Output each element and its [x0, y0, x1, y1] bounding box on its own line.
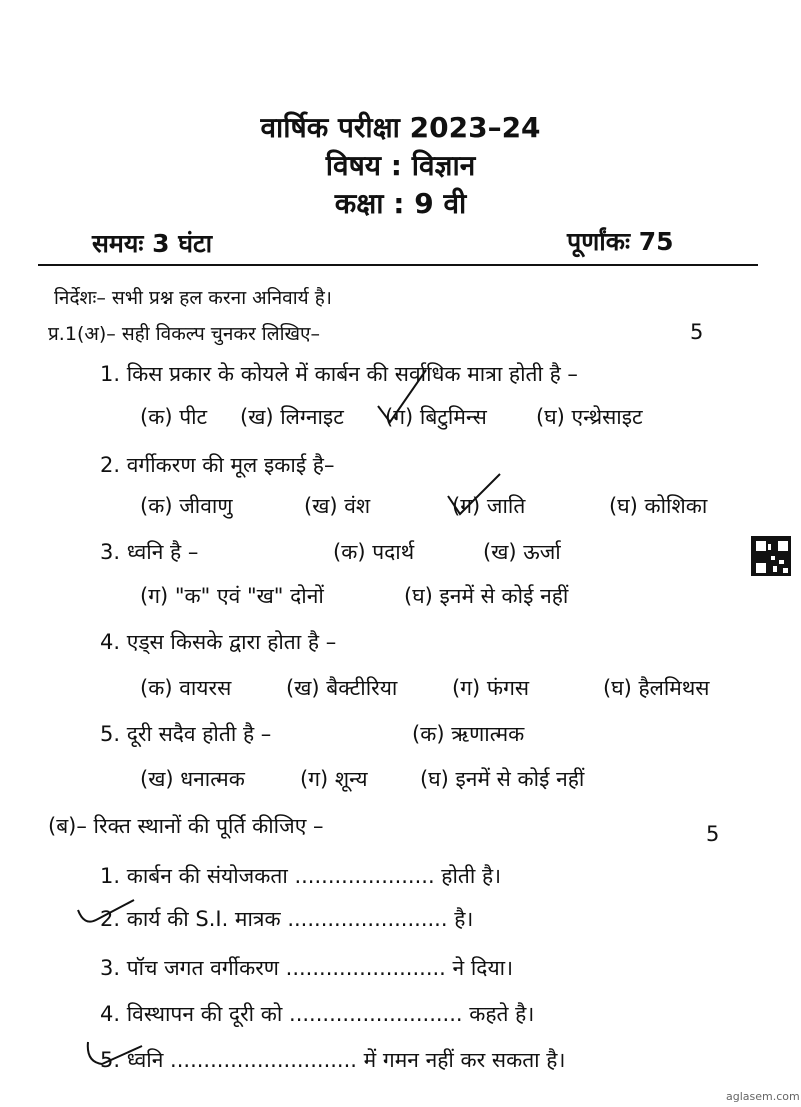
q3-option-gha: (घ) इनमें से कोई नहीं: [404, 584, 569, 608]
q2-answer-tick-mark: [444, 470, 504, 522]
q2-option-ka: (क) जीवाणु: [140, 494, 233, 518]
fill-blank-4: 4. विस्थापन की दूरी को .......................... कहते है।: [100, 1002, 535, 1026]
q1-option-ga: (ग) बिटुमिन्स: [385, 405, 487, 429]
fill-blank-5-pen-mark: [84, 1036, 146, 1070]
q2-option-ga: (ग) जाति: [452, 494, 526, 518]
q5-option-ka: (क) ऋणात्मक: [412, 722, 525, 746]
q4-option-ka: (क) वायरस: [140, 676, 232, 700]
q5-option-gha: (घ) इनमें से कोई नहीं: [420, 767, 585, 791]
q3-option-ga: (ग) "क" एवं "ख" दोनों: [140, 584, 324, 608]
question-3: 3. ध्वनि है –: [100, 540, 199, 564]
q4-option-gha: (घ) हैलमिथस: [603, 676, 710, 700]
q2-option-gha: (घ) कोशिका: [609, 494, 708, 518]
question-5: 5. दूरी सदैव होती है –: [100, 722, 272, 746]
question-1: 1. किस प्रकार के कोयले में कार्बन की सर्वाधिक मात्रा होती है –: [100, 362, 578, 386]
q3-option-kha: (ख) ऊर्जा: [483, 540, 561, 564]
watermark-text: aglasem.com: [726, 1090, 800, 1103]
fill-blank-3: 3. पॉच जगत वर्गीकरण ........................ ने दिया।: [100, 956, 514, 980]
fill-blank-1: 1. कार्बन की संयोजकता ..................... होती है।: [100, 864, 502, 888]
section-b-marks: 5: [706, 822, 720, 846]
time-label: समयः 3 घंटा: [92, 229, 213, 258]
fill-blank-2: 2. कार्य की S.I. मात्रक ........................ है।: [100, 907, 474, 931]
section-b-heading: (ब)– रिक्त स्थानों की पूर्ति कीजिए –: [48, 814, 324, 838]
q1-option-kha: (ख) लिग्नाइट: [240, 405, 344, 429]
class-title: कक्षा : 9 वी: [334, 187, 467, 220]
section-a-marks: 5: [690, 320, 704, 344]
q1-option-ka: (क) पीट: [140, 405, 208, 429]
q5-option-ga: (ग) शून्य: [300, 767, 368, 791]
fill-blank-5: 5. ध्वनि ............................ में गमन नहीं कर सकता है।: [100, 1048, 566, 1072]
qr-code-icon: [751, 536, 791, 576]
q4-option-ga: (ग) फंगस: [452, 676, 530, 700]
exam-title: वार्षिक परीक्षा 2023–24: [260, 111, 541, 144]
instructions-text: निर्देशः– सभी प्रश्न हल करना अनिवार्य है।: [54, 287, 332, 309]
fill-blank-2-pen-mark: [76, 896, 138, 930]
q2-option-kha: (ख) वंश: [304, 494, 371, 518]
max-marks-label: पूर्णांकः 75: [567, 227, 674, 256]
q1-answer-tick-mark: [374, 366, 430, 426]
question-4: 4. एड्स किसके द्वारा होता है –: [100, 630, 337, 654]
header-divider: [38, 264, 758, 266]
section-a-heading: प्र.1(अ)– सही विकल्प चुनकर लिखिए–: [48, 323, 321, 345]
question-2: 2. वर्गीकरण की मूल इकाई है–: [100, 453, 335, 477]
subject-title: विषय : विज्ञान: [325, 149, 476, 182]
q1-option-gha: (घ) एन्थ्रेसाइट: [536, 405, 643, 429]
q5-option-kha: (ख) धनात्मक: [140, 767, 245, 791]
q4-option-kha: (ख) बैक्टीरिया: [286, 676, 398, 700]
q3-option-ka: (क) पदार्थ: [333, 540, 415, 564]
